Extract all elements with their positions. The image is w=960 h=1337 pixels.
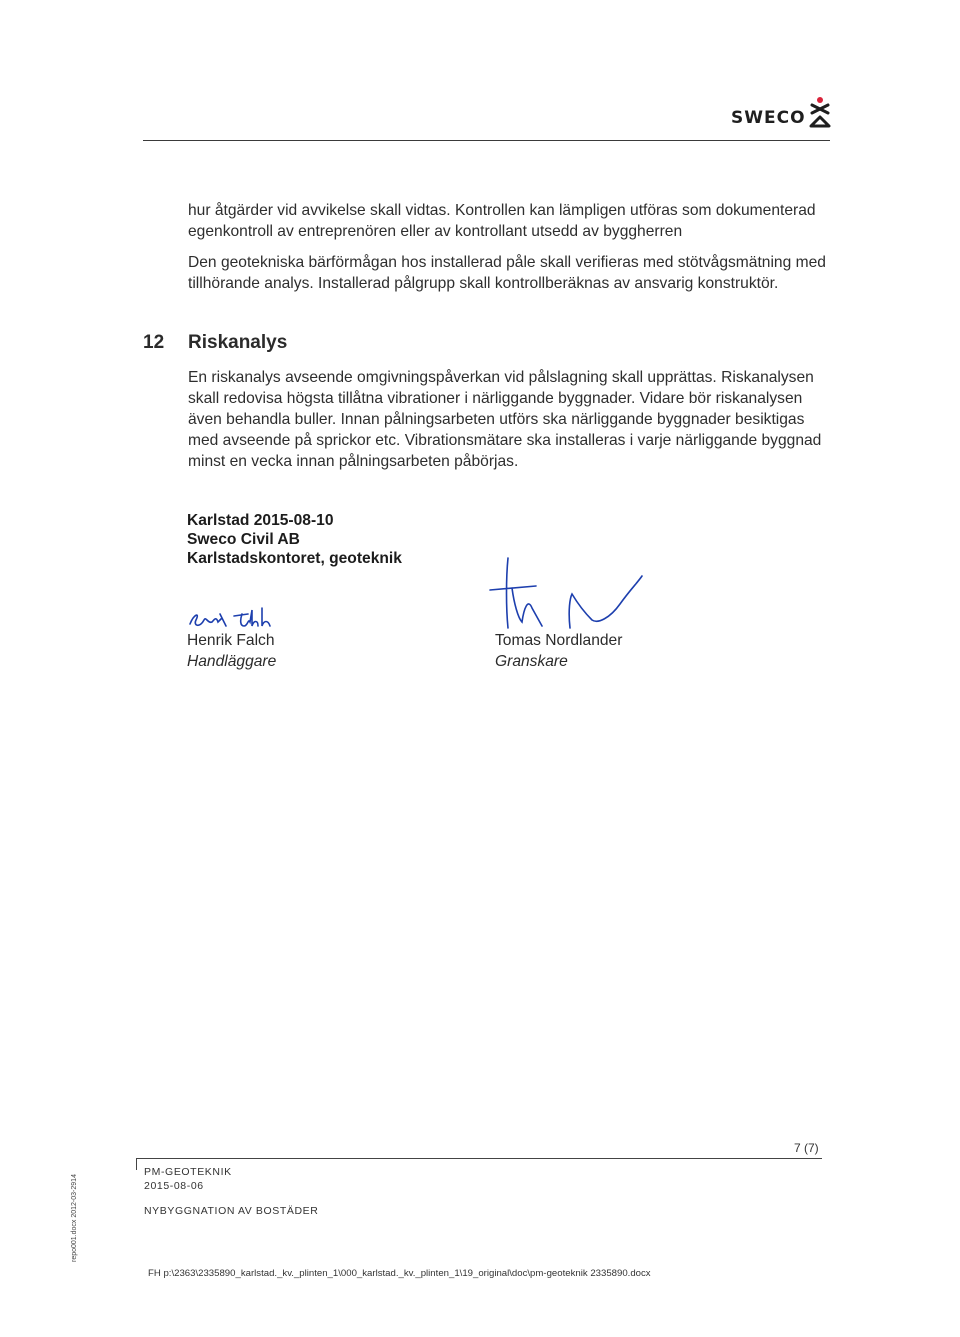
logo-text: SWECO [731, 108, 806, 128]
sweco-figure-icon [807, 96, 833, 128]
signature-header [187, 511, 402, 568]
signature-tomas-nordlander [482, 548, 652, 638]
place-date: Karlstad 2015-08-10 [187, 512, 334, 529]
office-name: Karlstadskontoret, geoteknik [187, 550, 402, 567]
signer-left-name: Henrik Falch [187, 632, 275, 649]
footer-divider-tick [136, 1158, 137, 1170]
paragraph-risk-analysis: En riskanalys avseende omgivningspåverkan vid pålslagning skall upprättas. Riskanalysen skall redovisa högsta tillåtna vibrationer i närliggande byggnader. Vidare bör riskanalysen även behandla buller. Innan pålningsarbeten utförs ska närliggande byggnader besiktigas med avseende på sprickor etc. Vibrationsmätare ska installeras i varje närliggande byggnad minst en vecka innan pålningsarbeten påbörjas. [188, 369, 822, 470]
signer-right-name: Tomas Nordlander [495, 632, 623, 649]
file-path: FH p:\2363\2335890_karlstad._kv._plinten_1\000_karlstad._kv._plinten_1\19_original\doc\pm-geoteknik 2335890.docx [148, 1268, 651, 1279]
page-number: 7 (7) [794, 1141, 819, 1155]
company-name: Sweco Civil AB [187, 531, 300, 548]
sweco-logo [731, 96, 831, 130]
signature-henrik-falch [186, 604, 278, 634]
paragraph-control: hur åtgärder vid avvikelse skall vidtas. Kontrollen kan lämpligen utföras som dokumenterad egenkontroll av entreprenören eller av kontrollant utsedd av byggherren [188, 202, 816, 240]
header-divider [143, 140, 830, 141]
footer-divider [136, 1158, 822, 1159]
paragraph-bearing-capacity: Den geotekniska bärförmågan hos installerad påle skall verifieras med stötvågsmätning med tillhörande analys. Installerad pålgrupp skall kontrollberäknas av ansvarig konstruktör. [188, 254, 826, 292]
doc-type: PM-GEOTEKNIK [144, 1166, 232, 1178]
signer-left-role: Handläggare [187, 653, 277, 670]
project-name: NYBYGGNATION AV BOSTÄDER [144, 1205, 319, 1217]
signer-right-role: Granskare [495, 653, 568, 670]
doc-date: 2015-08-06 [144, 1180, 204, 1192]
section-title: Riskanalys [188, 332, 288, 353]
section-number: 12 [143, 332, 165, 353]
template-id: repo001.docx 2012-03-2914 [71, 1174, 78, 1262]
